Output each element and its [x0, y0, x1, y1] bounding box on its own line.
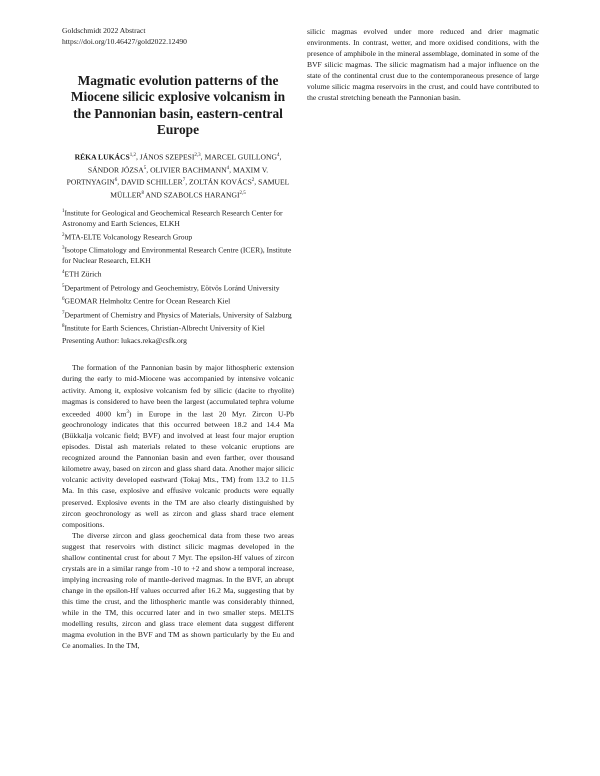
- abstract-paragraph-1: [62, 362, 294, 529]
- affiliation-number: 7: [62, 310, 65, 316]
- author-affiliation-mark: 2,3: [194, 153, 201, 158]
- affiliation-text: Institute for Earth Sciences, Christian-Albrecht University of Kiel: [64, 324, 265, 333]
- abstract-paragraph-1-part-b: ) in Europe in the last 20 Myr. Zircon U-Pb geochronology indicates that this occurred between 18.2 and 14.4 Ma (Bükkalja volcanic field; BVF) and involved at least four major eruption episodes. Distal ash materials related to these volcanic eruptions are recognized around the Pannonian basin and even farther, over thousand kilometre away, based on zircon and glass shard data. Another major silicic volcanic activity developed eastward (Tokaj Mts., TM) from 13.2 to 11.5 Ma. In this case, explosive and effusive volcanic products were equally preserved. Explosive events in the TM are also clearly distinguished by zircon geochronology as well as zircon and glass shard trace element compositions.: [62, 409, 295, 529]
- affiliation-number: 4: [62, 270, 65, 276]
- affiliation-item: [62, 244, 294, 266]
- author-affiliation-mark: 2: [251, 178, 255, 184]
- affiliation-text: Institute for Geological and Geochemical Research Research Center for Astronomy and Earth Sciences, ELKH: [62, 208, 283, 228]
- paper-title: Magmatic evolution patterns of the Miocene silicic explosive volcanism in the Pannonian basin, eastern-central Europe: [70, 73, 286, 137]
- affiliation-item: [62, 309, 294, 321]
- author-affiliation-mark: 1,2: [129, 153, 136, 158]
- left-column: [62, 26, 294, 651]
- author-affiliation-mark: 4: [276, 153, 280, 158]
- affiliation-number: 6: [62, 297, 65, 303]
- affiliation-text: GEOMAR Helmholtz Centre for Ocean Research Kiel: [64, 296, 231, 306]
- right-column: [307, 26, 539, 103]
- author-name: JÁNOS SZEPESI: [139, 152, 195, 162]
- affiliation-item: [62, 295, 294, 307]
- affiliation-number: 1: [62, 208, 65, 214]
- affiliation-number: 8: [62, 324, 65, 330]
- affiliation-number: 2: [62, 232, 65, 238]
- affiliation-item: [62, 322, 294, 334]
- affiliation-number: 5: [62, 283, 65, 289]
- journal-label: Goldschmidt 2022 Abstract: [62, 26, 146, 35]
- km3-superscript: 3: [126, 409, 129, 415]
- author-affiliation-mark: 6: [114, 178, 118, 184]
- affiliation-item: [62, 231, 294, 243]
- author-affiliation-mark: 7: [182, 178, 186, 184]
- affiliation-text: Department of Chemistry and Physics of Materials, University of Salzburg: [64, 310, 292, 320]
- author-name: ZOLTÁN KOVÁCS: [189, 178, 252, 187]
- author-name: OLIVIER BACHMANN: [150, 165, 227, 175]
- abstract-paragraph-1-part-a: The formation of the Pannonian basin by major lithospheric extension during the early to mid-Miocene was accompanied by intensive volcanic activity. Among it, explosive volcanism fed by silicic (dacite to rhyolite) magmas is considered to have been the largest (accumulated tephra volume exceeded 4000 km: [62, 363, 294, 419]
- author-affiliation-mark: 5: [143, 165, 147, 171]
- author-name: SAMUEL MÜLLER: [110, 178, 290, 200]
- affiliation-text: MTA-ELTE Volcanology Research Group: [64, 232, 193, 242]
- author-affiliation-mark: 8: [141, 191, 144, 197]
- doi-link[interactable]: https://doi.org/10.46427/gold2022.12490: [62, 36, 187, 46]
- abstract-paragraph-3: silicic magmas evolved under more reduced and drier magmatic environments. In contrast, wetter, and more oxidised conditions, with the presence of amphibole in the mineral assemblage, dominated in some of the BVF silicic magmas. The silicic magmatism had a major influence on the state of the continental crust due to the contemporaneous presence of large volume silicic magma reservoirs in the crust, and could have contributed to the crustal stretching beneath the Pannonian basin.: [307, 27, 539, 103]
- affiliation-text: ETH Zürich: [64, 269, 102, 279]
- author-name: RÉKA LUKÁCS: [74, 152, 130, 162]
- abstract-paragraph-2: The diverse zircon and glass geochemical data from these two areas suggest that reservoirs with distinct silicic magmas developed in the shallow continental crust for about 7 Myr. The epsilon-Hf values of zircon crystals are in a similar range from -10 to +2 and show a temporal increase, implying increasing role of mantle-derived magmas. In the BVF, an abrupt change in the epsilon-Hf values occurred after 16.2 Ma, suggesting that by this time the crust, and the lithospheric mantle was considerably thinned, while in the TM, this occurred later and in two smaller steps. MELTS modelling results, zircon and glass trace element data suggest different magma evolution in the BVF and TM as shown particularly by the Eu and Ce anomalies. In the TM,: [62, 530, 294, 651]
- affiliation-text: Isotope Climatology and Environmental Research Centre (ICER), Institute for Nuclear Research, ELKH: [62, 245, 292, 266]
- author-name: DAVID SCHILLER: [121, 178, 183, 187]
- author-name: MARCEL GUILLONG: [204, 152, 277, 162]
- author-joiner: AND: [145, 190, 162, 200]
- author-name: MAXIM V. PORTNYAGIN: [66, 165, 269, 187]
- presenting-author: Presenting Author: lukacs.reka@csfk.org: [62, 336, 187, 345]
- affiliation-text: Department of Petrology and Geochemistry, Eötvös Loránd University: [64, 283, 280, 293]
- affiliation-item: [62, 207, 294, 229]
- author-name: SÁNDOR JÓZSA: [87, 165, 144, 175]
- affiliation-item: [62, 268, 294, 280]
- author-list: RÉKA LUKÁCS$^{1,2}$, JÁNOS SZEPESI$^{2,3}$, MARCEL GUILLONG$^4$, SÁNDOR JÓZSA$^5$, OLIVIER BACHMANN$^4$, MAXIM V. PORTNYAGIN$^6$, DAVID SCHILLER$^7$, ZOLTÁN KOVÁCS$^2$, SAMUEL MÜLLER$^8$ AND SZABOLCS HARANGI$^{2,5}$: [66, 152, 290, 200]
- affiliation-item: [62, 282, 294, 294]
- author-name: SZABOLCS HARANGI: [163, 190, 240, 200]
- author-affiliation-mark: 2,5: [239, 191, 246, 197]
- author-affiliation-mark: 4: [226, 165, 230, 171]
- affiliation-list: [62, 207, 294, 334]
- affiliation-number: 3: [62, 246, 65, 252]
